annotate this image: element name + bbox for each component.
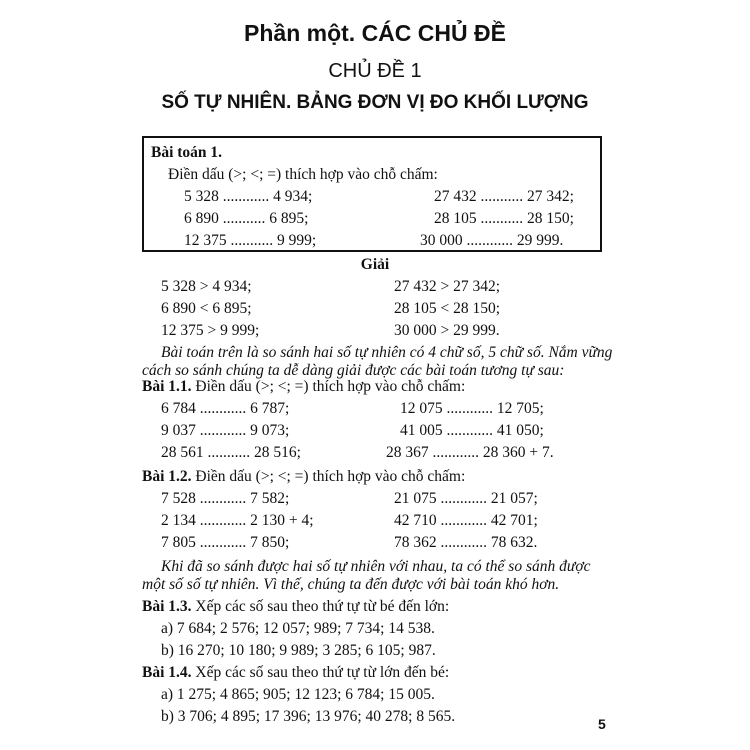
page-number: 5 — [598, 716, 606, 732]
solution-row-3-right: 30 000 > 29 999. — [394, 322, 500, 339]
problem1-row-3-right: 30 000 ............ 29 999. — [420, 232, 564, 249]
exercise-1-2-row-2-left: 2 134 ............ 2 130 + 4; — [161, 512, 314, 529]
exercise-1-1-heading — [142, 378, 465, 396]
exercise-1-2-note-line-1: Khi đã so sánh được hai số tự nhiên với nhau, ta có thể so sánh được — [161, 558, 591, 575]
exercise-1-2-note-line-2: một số số tự nhiên. Vì thế, chúng ta đến được với bài toán khó hơn. — [142, 576, 560, 593]
problem1-row-1-left: 5 328 ............ 4 934; — [184, 188, 313, 205]
part-title: Phần một. CÁC CHỦ ĐỀ — [244, 20, 506, 46]
exercise-1-3-part-a: a) 7 684; 2 576; 12 057; 989; 7 734; 14 538. — [161, 620, 435, 637]
exercise-1-2-row-3-right: 78 362 ............ 78 632. — [394, 534, 538, 551]
exercise-1-4-part-a: a) 1 275; 4 865; 905; 12 123; 6 784; 15 005. — [161, 686, 435, 703]
exercise-1-1-row-1-right: 12 075 ............ 12 705; — [400, 400, 544, 417]
exercise-1-2-row-3-left: 7 805 ............ 7 850; — [161, 534, 290, 551]
exercise-1-4-instruction: Xếp các số sau theo thứ tự từ lớn đến bé: — [195, 664, 450, 681]
exercise-1-1-row-3-left: 28 561 ........... 28 516; — [161, 444, 301, 461]
exercise-1-4-heading — [142, 664, 449, 682]
exercise-1-4-label: Bài 1.4. — [142, 664, 192, 681]
exercise-1-1-row-1-left: 6 784 ............ 6 787; — [161, 400, 290, 417]
exercise-1-2-label: Bài 1.2. — [142, 468, 192, 485]
exercise-1-2-row-1-left: 7 528 ............ 7 582; — [161, 490, 290, 507]
solution-note-line-2: cách so sánh chúng ta dễ dàng giải được các bài toán tương tự sau: — [142, 362, 565, 379]
problem1-instruction: Điền dấu (>; <; =) thích hợp vào chỗ chấm: — [168, 166, 438, 183]
topic-subtitle: SỐ TỰ NHIÊN. BẢNG ĐƠN VỊ ĐO KHỐI LƯỢNG — [161, 92, 589, 113]
exercise-1-2-heading — [142, 468, 465, 486]
topic-title: CHỦ ĐỀ 1 — [328, 60, 422, 82]
exercise-1-3-part-b: b) 16 270; 10 180; 9 989; 3 285; 6 105; 987. — [161, 642, 436, 659]
solution-title: Giải — [360, 256, 390, 273]
exercise-1-3-heading — [142, 598, 449, 616]
exercise-1-4-part-b: b) 3 706; 4 895; 17 396; 13 976; 40 278; 8 565. — [161, 708, 456, 725]
solution-row-2-right: 28 105 < 28 150; — [394, 300, 501, 317]
solution-row-3-left: 12 375 > 9 999; — [161, 322, 260, 339]
solution-row-1-left: 5 328 > 4 934; — [161, 278, 252, 295]
solution-row-2-left: 6 890 < 6 895; — [161, 300, 252, 317]
problem1-row-2-left: 6 890 ........... 6 895; — [184, 210, 309, 227]
exercise-1-3-instruction: Xếp các số sau theo thứ tự từ bé đến lớn: — [195, 598, 450, 615]
solution-row-1-right: 27 432 > 27 342; — [394, 278, 501, 295]
problem1-row-3-left: 12 375 ........... 9 999; — [184, 232, 317, 249]
solution-note-line-1: Bài toán trên là so sánh hai số tự nhiên có 4 chữ số, 5 chữ số. Nắm vững — [161, 344, 613, 361]
exercise-1-3-label: Bài 1.3. — [142, 598, 192, 615]
exercise-1-1-instruction: Điền dấu (>; <; =) thích hợp vào chỗ chấm: — [195, 378, 466, 395]
exercise-1-2-row-2-right: 42 710 ............ 42 701; — [394, 512, 538, 529]
exercise-1-1-label: Bài 1.1. — [142, 378, 192, 395]
exercise-1-1-row-3-right: 28 367 ............ 28 360 + 7. — [386, 444, 554, 461]
problem1-title: Bài toán 1. — [151, 144, 223, 161]
exercise-1-1-row-2-left: 9 037 ............ 9 073; — [161, 422, 290, 439]
problem1-row-2-right: 28 105 ........... 28 150; — [434, 210, 574, 227]
exercise-1-2-instruction: Điền dấu (>; <; =) thích hợp vào chỗ chấm: — [195, 468, 466, 485]
exercise-1-2-row-1-right: 21 075 ............ 21 057; — [394, 490, 538, 507]
problem1-row-1-right: 27 432 ........... 27 342; — [434, 188, 574, 205]
exercise-1-1-row-2-right: 41 005 ............ 41 050; — [400, 422, 544, 439]
